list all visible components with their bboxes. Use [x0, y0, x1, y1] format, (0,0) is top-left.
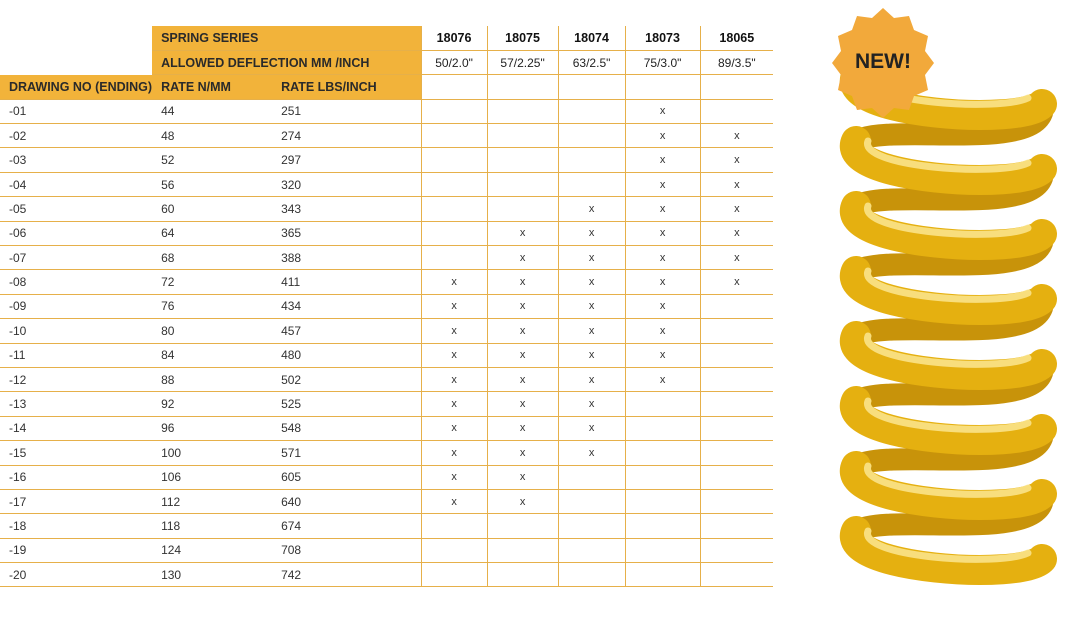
compatibility-mark-cell: x	[625, 148, 700, 172]
compatibility-mark-cell	[487, 148, 558, 172]
rate-lbs-cell: 434	[272, 294, 421, 318]
compatibility-mark-cell: x	[700, 221, 773, 245]
compatibility-mark-cell: x	[558, 197, 625, 221]
compatibility-mark-cell	[421, 148, 487, 172]
compatibility-mark-cell: x	[487, 392, 558, 416]
compatibility-mark-cell: x	[558, 246, 625, 270]
rate-lbs-cell: 457	[272, 319, 421, 343]
compatibility-mark-cell: x	[487, 441, 558, 465]
rate-lbs-cell: 502	[272, 367, 421, 391]
compatibility-mark-cell: x	[558, 441, 625, 465]
rate-lbs-cell: 605	[272, 465, 421, 489]
drawing-no-cell: -06	[0, 221, 152, 245]
rate-nmm-header: RATE N/MM	[152, 75, 272, 99]
spring-series-label: SPRING SERIES	[152, 26, 421, 50]
rate-lbs-cell: 525	[272, 392, 421, 416]
compatibility-mark-cell	[558, 514, 625, 538]
rate-lbs-cell: 274	[272, 124, 421, 148]
table-row	[0, 514, 773, 538]
compatibility-mark-cell: x	[558, 343, 625, 367]
deflection-header-row	[0, 50, 773, 74]
new-badge-label: NEW!	[855, 50, 911, 73]
drawing-no-cell: -12	[0, 367, 152, 391]
compatibility-mark-cell	[700, 343, 773, 367]
compatibility-mark-cell	[700, 99, 773, 123]
compatibility-mark-cell	[421, 124, 487, 148]
table-row	[0, 392, 773, 416]
table-row	[0, 538, 773, 562]
compatibility-mark-cell	[421, 246, 487, 270]
compatibility-mark-cell: x	[625, 367, 700, 391]
rate-lbs-cell: 480	[272, 343, 421, 367]
drawing-no-cell: -09	[0, 294, 152, 318]
compatibility-mark-cell: x	[625, 124, 700, 148]
compatibility-mark-cell: x	[700, 197, 773, 221]
compatibility-mark-cell: x	[487, 465, 558, 489]
compatibility-mark-cell: x	[487, 221, 558, 245]
compatibility-mark-cell	[625, 465, 700, 489]
rate-nmm-cell: 44	[152, 99, 272, 123]
compatibility-mark-cell: x	[421, 489, 487, 513]
compatibility-mark-cell	[421, 538, 487, 562]
compatibility-mark-cell	[487, 538, 558, 562]
compatibility-mark-cell: x	[625, 319, 700, 343]
compatibility-mark-cell: x	[421, 270, 487, 294]
header-empty-cell	[558, 75, 625, 99]
rate-lbs-cell: 297	[272, 148, 421, 172]
compatibility-mark-cell: x	[558, 294, 625, 318]
rate-nmm-cell: 112	[152, 489, 272, 513]
compatibility-mark-cell: x	[421, 441, 487, 465]
header-blank-cell	[0, 26, 152, 50]
compatibility-mark-cell: x	[625, 197, 700, 221]
rate-lbs-cell: 251	[272, 99, 421, 123]
compatibility-mark-cell	[487, 514, 558, 538]
compatibility-mark-cell: x	[558, 416, 625, 440]
compatibility-mark-cell: x	[487, 319, 558, 343]
compatibility-mark-cell	[625, 392, 700, 416]
table-row	[0, 99, 773, 123]
rate-nmm-cell: 80	[152, 319, 272, 343]
compatibility-mark-cell: x	[487, 367, 558, 391]
compatibility-mark-cell: x	[487, 343, 558, 367]
drawing-no-cell: -20	[0, 563, 152, 587]
compatibility-mark-cell	[700, 441, 773, 465]
rate-nmm-cell: 124	[152, 538, 272, 562]
compatibility-mark-cell: x	[625, 270, 700, 294]
compatibility-mark-cell	[558, 99, 625, 123]
drawing-no-cell: -08	[0, 270, 152, 294]
compatibility-mark-cell: x	[421, 465, 487, 489]
rate-nmm-cell: 130	[152, 563, 272, 587]
rate-lbs-header: RATE LBS/INCH	[272, 75, 421, 99]
compatibility-mark-cell	[558, 538, 625, 562]
rate-lbs-cell: 411	[272, 270, 421, 294]
compatibility-mark-cell	[700, 538, 773, 562]
drawing-no-cell: -17	[0, 489, 152, 513]
compatibility-mark-cell: x	[700, 246, 773, 270]
drawing-no-cell: -04	[0, 172, 152, 196]
compatibility-mark-cell: x	[625, 172, 700, 196]
table-row	[0, 416, 773, 440]
compatibility-mark-cell	[700, 294, 773, 318]
compatibility-mark-cell: x	[421, 367, 487, 391]
rate-nmm-cell: 68	[152, 246, 272, 270]
deflection-18065: 89/3.5"	[700, 50, 773, 74]
rate-nmm-cell: 118	[152, 514, 272, 538]
compatibility-mark-cell	[558, 563, 625, 587]
compatibility-mark-cell: x	[487, 270, 558, 294]
compatibility-mark-cell	[700, 319, 773, 343]
spring-series-table	[0, 26, 773, 587]
drawing-no-cell: -19	[0, 538, 152, 562]
compatibility-mark-cell	[625, 441, 700, 465]
table-row	[0, 172, 773, 196]
deflection-18073: 75/3.0"	[625, 50, 700, 74]
compatibility-mark-cell: x	[625, 99, 700, 123]
compatibility-mark-cell: x	[421, 294, 487, 318]
compatibility-mark-cell: x	[487, 294, 558, 318]
deflection-18074: 63/2.5"	[558, 50, 625, 74]
compatibility-mark-cell: x	[625, 246, 700, 270]
compatibility-mark-cell: x	[421, 392, 487, 416]
table-row	[0, 465, 773, 489]
compatibility-mark-cell	[625, 538, 700, 562]
compatibility-mark-cell	[558, 465, 625, 489]
drawing-no-cell: -13	[0, 392, 152, 416]
compatibility-mark-cell	[421, 197, 487, 221]
compatibility-mark-cell	[700, 514, 773, 538]
compatibility-mark-cell: x	[625, 294, 700, 318]
compatibility-mark-cell	[421, 99, 487, 123]
rate-lbs-cell: 708	[272, 538, 421, 562]
compatibility-mark-cell	[625, 514, 700, 538]
rate-nmm-cell: 60	[152, 197, 272, 221]
drawing-no-cell: -07	[0, 246, 152, 270]
compatibility-mark-cell	[558, 124, 625, 148]
compatibility-mark-cell	[558, 489, 625, 513]
compatibility-mark-cell	[700, 563, 773, 587]
compatibility-mark-cell	[421, 563, 487, 587]
drawing-no-cell: -05	[0, 197, 152, 221]
drawing-no-cell: -16	[0, 465, 152, 489]
compatibility-mark-cell: x	[421, 319, 487, 343]
compatibility-mark-cell	[700, 392, 773, 416]
rate-lbs-cell: 343	[272, 197, 421, 221]
compatibility-mark-cell	[421, 172, 487, 196]
header-empty-cell	[700, 75, 773, 99]
rate-nmm-cell: 52	[152, 148, 272, 172]
table-row	[0, 197, 773, 221]
compatibility-mark-cell	[558, 172, 625, 196]
drawing-no-cell: -10	[0, 319, 152, 343]
header-empty-cell	[421, 75, 487, 99]
compatibility-mark-cell: x	[558, 270, 625, 294]
rate-nmm-cell: 76	[152, 294, 272, 318]
series-number-18075: 18075	[487, 26, 558, 50]
drawing-no-cell: -01	[0, 99, 152, 123]
table-row	[0, 148, 773, 172]
compatibility-mark-cell: x	[625, 221, 700, 245]
compatibility-mark-cell	[421, 221, 487, 245]
rate-nmm-cell: 96	[152, 416, 272, 440]
compatibility-mark-cell: x	[700, 172, 773, 196]
rate-nmm-cell: 92	[152, 392, 272, 416]
rate-lbs-cell: 320	[272, 172, 421, 196]
rate-nmm-cell: 56	[152, 172, 272, 196]
table-row	[0, 367, 773, 391]
rate-lbs-cell: 548	[272, 416, 421, 440]
header-empty-cell	[487, 75, 558, 99]
table-row	[0, 563, 773, 587]
rate-lbs-cell: 640	[272, 489, 421, 513]
table-row	[0, 489, 773, 513]
compatibility-mark-cell: x	[625, 343, 700, 367]
table-row	[0, 270, 773, 294]
drawing-no-cell: -03	[0, 148, 152, 172]
deflection-18075: 57/2.25"	[487, 50, 558, 74]
compatibility-mark-cell: x	[558, 367, 625, 391]
rate-nmm-cell: 100	[152, 441, 272, 465]
rate-lbs-cell: 365	[272, 221, 421, 245]
compatibility-mark-cell: x	[700, 148, 773, 172]
series-header-row	[0, 26, 773, 50]
compatibility-mark-cell	[558, 148, 625, 172]
compatibility-mark-cell: x	[421, 416, 487, 440]
drawing-no-header: DRAWING NO (ENDING)	[0, 75, 152, 99]
column-header-row	[0, 75, 773, 99]
table-row	[0, 221, 773, 245]
compatibility-mark-cell	[700, 416, 773, 440]
drawing-no-cell: -15	[0, 441, 152, 465]
drawing-no-cell: -11	[0, 343, 152, 367]
compatibility-mark-cell	[625, 416, 700, 440]
drawing-no-cell: -14	[0, 416, 152, 440]
product-image	[828, 6, 1066, 632]
rate-nmm-cell: 88	[152, 367, 272, 391]
compatibility-mark-cell: x	[487, 489, 558, 513]
rate-nmm-cell: 72	[152, 270, 272, 294]
compatibility-mark-cell	[700, 465, 773, 489]
rate-lbs-cell: 742	[272, 563, 421, 587]
compatibility-mark-cell: x	[700, 270, 773, 294]
coil-spring-icon	[828, 6, 1066, 632]
series-number-18074: 18074	[558, 26, 625, 50]
compatibility-mark-cell: x	[558, 221, 625, 245]
compatibility-mark-cell	[421, 514, 487, 538]
header-blank-cell	[0, 50, 152, 74]
table-body	[0, 99, 773, 587]
table-row	[0, 124, 773, 148]
compatibility-mark-cell: x	[421, 343, 487, 367]
rate-lbs-cell: 388	[272, 246, 421, 270]
rate-lbs-cell: 571	[272, 441, 421, 465]
compatibility-mark-cell: x	[558, 392, 625, 416]
compatibility-mark-cell	[700, 367, 773, 391]
table-row	[0, 294, 773, 318]
rate-nmm-cell: 64	[152, 221, 272, 245]
rate-nmm-cell: 106	[152, 465, 272, 489]
drawing-no-cell: -02	[0, 124, 152, 148]
compatibility-mark-cell: x	[700, 124, 773, 148]
compatibility-mark-cell	[487, 172, 558, 196]
series-number-18065: 18065	[700, 26, 773, 50]
compatibility-mark-cell	[487, 124, 558, 148]
compatibility-mark-cell	[625, 563, 700, 587]
compatibility-mark-cell: x	[487, 246, 558, 270]
rate-nmm-cell: 84	[152, 343, 272, 367]
series-number-18073: 18073	[625, 26, 700, 50]
deflection-18076: 50/2.0"	[421, 50, 487, 74]
compatibility-mark-cell	[487, 99, 558, 123]
table-row	[0, 343, 773, 367]
table-row	[0, 441, 773, 465]
allowed-deflection-label: ALLOWED DEFLECTION MM /INCH	[152, 50, 421, 74]
rate-lbs-cell: 674	[272, 514, 421, 538]
series-number-18076: 18076	[421, 26, 487, 50]
compatibility-mark-cell	[625, 489, 700, 513]
table-row	[0, 319, 773, 343]
compatibility-mark-cell: x	[558, 319, 625, 343]
rate-nmm-cell: 48	[152, 124, 272, 148]
drawing-no-cell: -18	[0, 514, 152, 538]
compatibility-mark-cell	[487, 197, 558, 221]
header-empty-cell	[625, 75, 700, 99]
compatibility-mark-cell	[700, 489, 773, 513]
table-row	[0, 246, 773, 270]
compatibility-mark-cell	[487, 563, 558, 587]
compatibility-mark-cell: x	[487, 416, 558, 440]
